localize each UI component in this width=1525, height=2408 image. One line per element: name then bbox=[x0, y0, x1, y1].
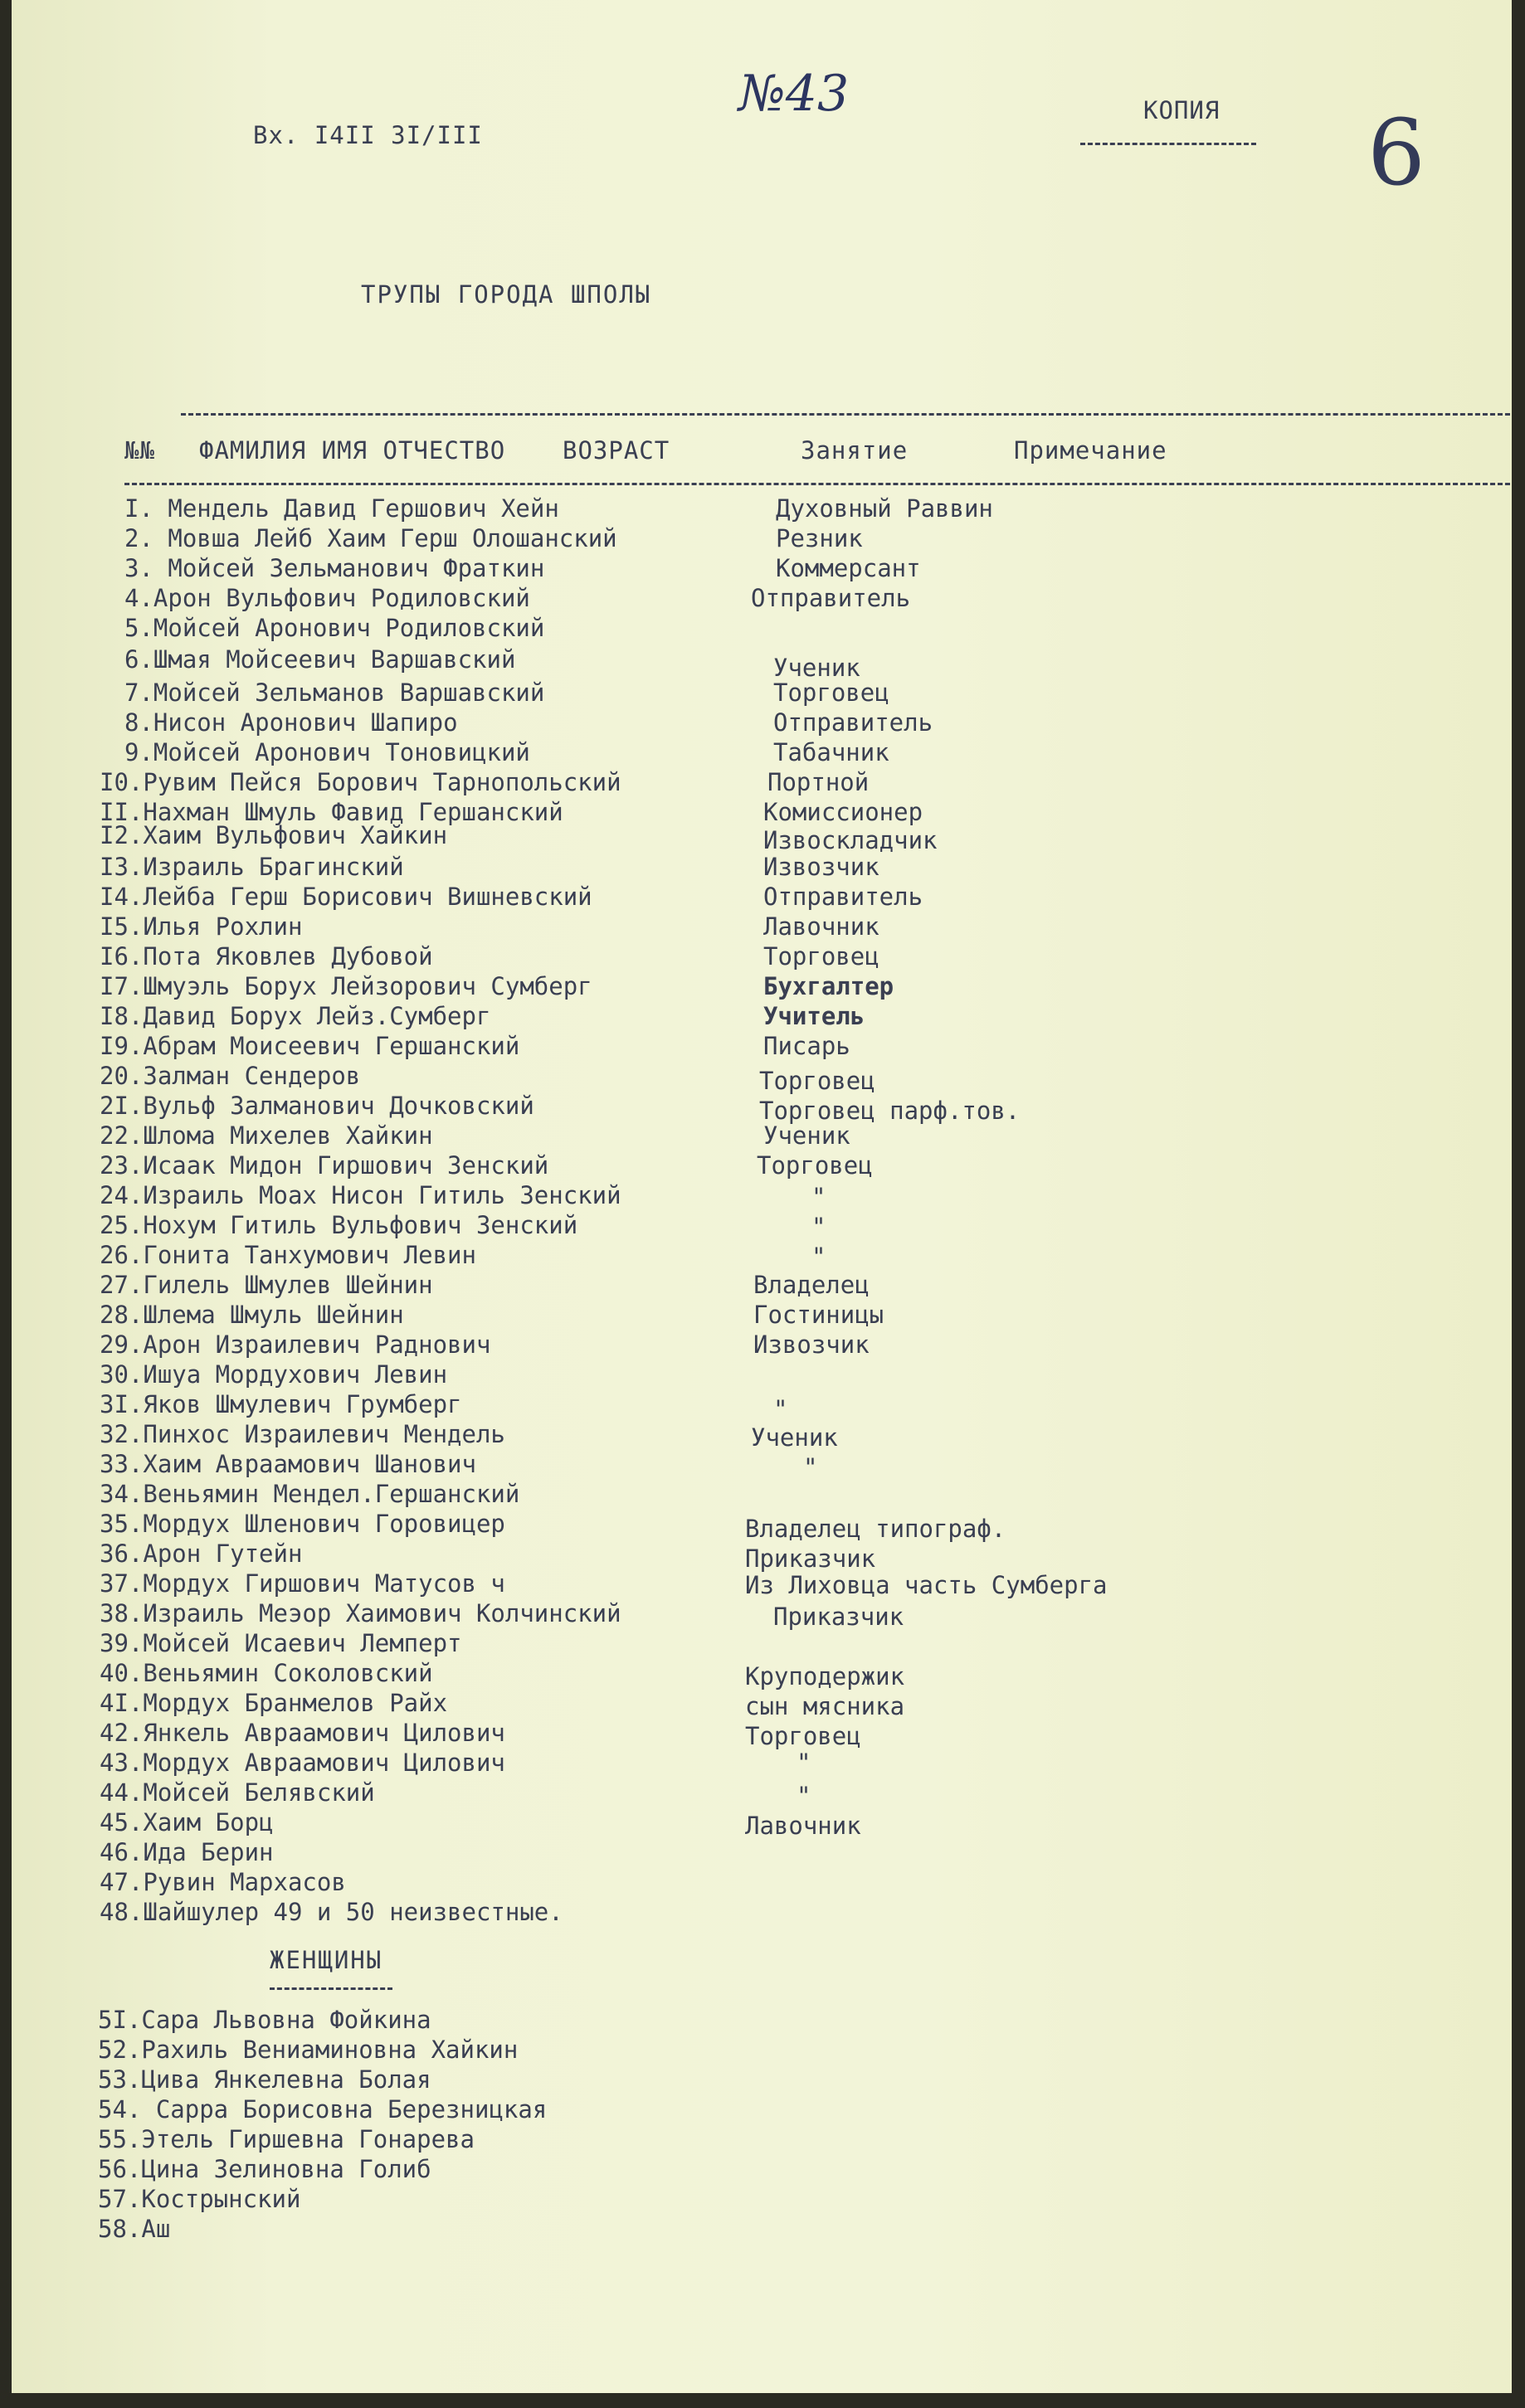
list-item: I8.Давид Борух Лейз.Сумберг Учитель bbox=[100, 1002, 865, 1030]
list-item: 26.Гонита Танхумович Левин " bbox=[100, 1241, 826, 1271]
incoming-number: Вх. I4II 3I/III bbox=[253, 121, 483, 149]
list-item: I0.Рувим Пейся Борович Тарнопольский Портной bbox=[100, 768, 870, 796]
list-item: 42.Янкель Авраамович Цилович Торговец bbox=[100, 1719, 861, 1750]
list-item: 27.Гилель Шмулев Шейнин Владелец bbox=[100, 1271, 870, 1299]
list-item: 2I.Вульф Залманович Дочковский Торговец парф.тов. bbox=[100, 1092, 1021, 1125]
list-item: 6.Шмая Мойсеевич Варшавский Ученик bbox=[124, 645, 860, 682]
list-item: 3. Мойсей Зельманович Фраткин Коммерсант bbox=[124, 554, 921, 582]
list-item: I. Мендель Давид Гершович Хейн Духовный Раввин bbox=[124, 494, 993, 523]
list-item: 23.Исаак Мидон Гиршович Зенский Торговец bbox=[100, 1151, 873, 1180]
page-number-mark: 6 bbox=[1367, 100, 1425, 206]
list-item: 43.Мордух Авраамович Цилович " bbox=[100, 1749, 811, 1777]
column-note: Примечание bbox=[1014, 436, 1167, 465]
list-item: 24.Израиль Моах Нисон Гитиль Зенский " bbox=[100, 1181, 826, 1211]
list-item: 9.Мойсей Аронович Тоновицкий Табачник bbox=[124, 738, 889, 766]
list-item: I9.Абрам Моисеевич Гершанский Писарь bbox=[100, 1032, 850, 1060]
list-item: 47.Рувин Мархасов bbox=[100, 1868, 346, 1896]
list-item: 45.Хаим Борц Лавочник bbox=[100, 1808, 861, 1840]
women-heading: ЖЕНЩИНЫ bbox=[270, 1946, 383, 1974]
list-item: 39.Мойсей Исаевич Лемперт bbox=[100, 1629, 462, 1657]
list-item: 25.Нохум Гитиль Вульфович Зенский " bbox=[100, 1211, 826, 1241]
copy-label: КОПИЯ bbox=[1143, 96, 1220, 124]
list-item: 28.Шлема Шмуль Шейнин Гостиницы bbox=[100, 1301, 884, 1329]
column-occupation: Занятие bbox=[801, 436, 909, 465]
list-item: 48.Шайшулер 49 и 50 неизвестные. bbox=[100, 1898, 563, 1926]
list-item: 46.Ида Берин bbox=[100, 1838, 274, 1866]
list-item: 32.Пинхос Израилевич Мендель Ученик bbox=[100, 1420, 838, 1452]
list-item: 53.Цива Янкелевна Болая bbox=[98, 2065, 431, 2094]
column-age: ВОЗРАСТ bbox=[563, 436, 670, 465]
list-item: 52.Рахиль Вениаминовна Хайкин bbox=[98, 2036, 519, 2064]
list-item: I6.Пота Яковлев Дубовой Торговец bbox=[100, 942, 879, 970]
column-number: №№ bbox=[124, 436, 155, 465]
list-item: 44.Мойсей Белявский " bbox=[100, 1778, 811, 1810]
list-item: 22.Шлома Михелев Хайкин Ученик bbox=[100, 1121, 850, 1150]
list-item: 58.Аш bbox=[98, 2215, 171, 2243]
list-item: 3I.Яков Шмулевич Грумберг " bbox=[100, 1390, 788, 1423]
list-item: 54. Сарра Борисовна Березницкая bbox=[98, 2095, 548, 2123]
list-item: 8.Нисон Аронович Шапиро Отправитель bbox=[124, 708, 933, 737]
list-item: 29.Арон Израилевич Раднович Извозчик bbox=[100, 1330, 870, 1359]
list-item: 40.Веньямин Соколовский Круподержик bbox=[100, 1659, 905, 1690]
list-item: 36.Арон Гутейн Приказчик bbox=[100, 1540, 876, 1573]
list-item: 33.Хаим Авраамович Шанович " bbox=[100, 1450, 818, 1481]
copy-underline bbox=[1080, 143, 1256, 145]
list-item: 38.Израиль Меэор Хаимович Колчинский Приказчик bbox=[100, 1599, 904, 1631]
handwritten-document-number: №43 bbox=[738, 65, 850, 123]
document-title: ТРУПЫ ГОРОДА ШПОЛЫ bbox=[361, 280, 652, 309]
list-item: I4.Лейба Герш Борисович Вишневский Отправитель bbox=[100, 883, 923, 911]
list-item: 34.Веньямин Мендел.Гершанский bbox=[100, 1480, 520, 1508]
list-item: 56.Цина Зелиновна Голиб bbox=[98, 2155, 431, 2183]
list-item: 2. Мовша Лейб Хаим Герш Олошанский Резник bbox=[124, 524, 863, 552]
list-item: 35.Мордух Шленович Горовицер Владелец типограф. bbox=[100, 1510, 1006, 1543]
list-item: 57.Кострынский bbox=[98, 2185, 301, 2213]
table-header-rule bbox=[124, 483, 1510, 485]
list-item: I7.Шмуэль Борух Лейзорович Сумберг Бухгалтер bbox=[100, 972, 894, 1000]
women-heading-underline bbox=[270, 1987, 392, 1990]
list-item: 20.Залман Сендеров Торговец bbox=[100, 1062, 875, 1095]
list-item: 4.Арон Вульфович Родиловский Отправитель bbox=[124, 584, 911, 612]
list-item: 5.Мойсей Аронович Родиловский bbox=[124, 614, 545, 642]
list-item: I5.Илья Рохлин Лавочник bbox=[100, 912, 879, 941]
list-item: 55.Этель Гиршевна Гонарева bbox=[98, 2125, 475, 2153]
table-top-rule bbox=[181, 413, 1510, 416]
column-full-name: ФАМИЛИЯ ИМЯ ОТЧЕСТВО bbox=[199, 436, 506, 465]
list-item: 30.Ишуа Мордухович Левин bbox=[100, 1360, 448, 1389]
list-item: II.Нахман Шмуль Фавид Гершанский Комиссионер bbox=[100, 798, 923, 826]
list-item: 37.Мордух Гиршович Матусов ч Из Лиховца часть Сумберга bbox=[100, 1569, 1108, 1599]
list-item: 4I.Мордух Бранмелов Райх сын мясника bbox=[100, 1689, 905, 1720]
list-item: 7.Мойсей Зельманов Варшавский Торговец bbox=[124, 679, 889, 707]
list-item: 5I.Сара Львовна Фойкина bbox=[98, 2006, 431, 2034]
list-item: I2.Хаим Вульфович Хайкин Извоскладчик bbox=[100, 821, 938, 854]
list-item: I3.Израиль Брагинский Извозчик bbox=[100, 853, 879, 881]
scan-edge-bottom bbox=[0, 2393, 1525, 2408]
